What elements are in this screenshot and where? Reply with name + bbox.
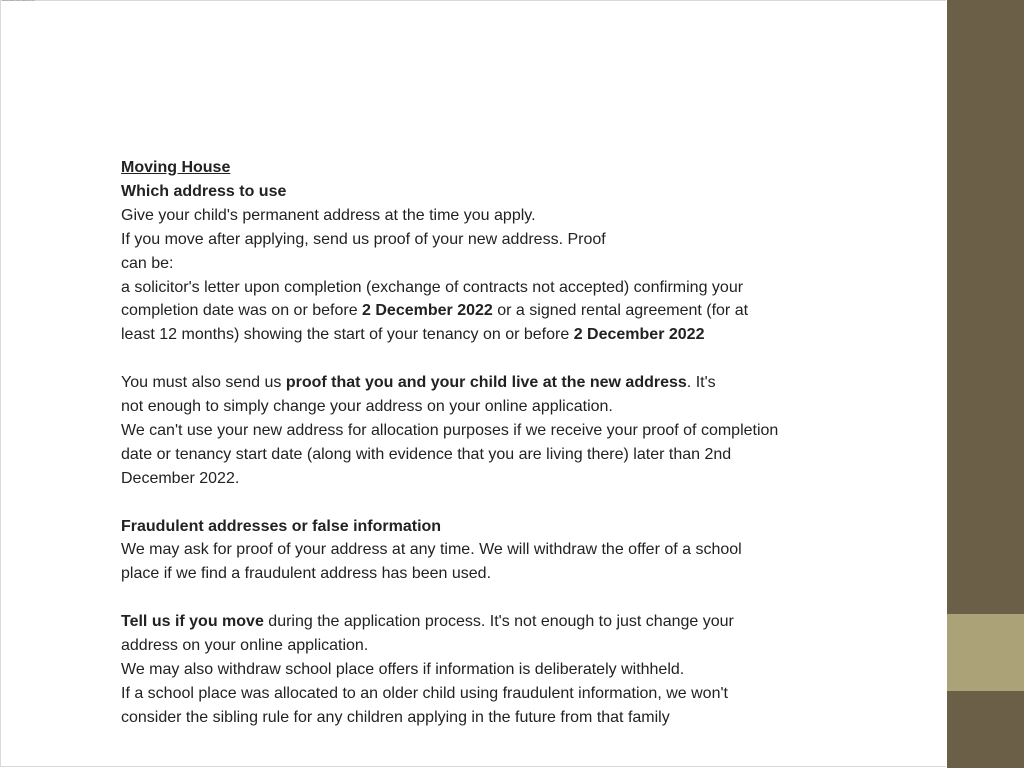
paragraph-line: a solicitor's letter upon completion (exchange of contracts not accepted) confirming your	[121, 278, 744, 296]
paragraph-line: We may ask for proof of your address at any time. We will withdraw the offer of a school	[121, 541, 742, 559]
paragraph-line: December 2022.	[121, 469, 240, 487]
date-emphasis: 2 December 2022	[362, 302, 493, 320]
paragraph-line: We may also withdraw school place offers if information is deliberately withheld.	[121, 660, 685, 678]
paragraph-line: can be:	[121, 254, 174, 272]
paragraph-line: completion date was on or before 2 December 2022 or a signed rental agreement (for at	[121, 302, 749, 320]
date-emphasis: 2 December 2022	[573, 326, 705, 344]
paragraph-line: Tell us if you move during the application process. It's not enough to just change your	[121, 613, 734, 631]
paragraph-line: If a school place was allocated to an older child using fraudulent information, we won't	[121, 684, 728, 702]
tell-emphasis: Tell us if you move	[121, 613, 264, 631]
sidebar-accent-block	[947, 614, 1024, 691]
spacer	[121, 586, 881, 610]
paragraph-line: not enough to simply change your address on your online application.	[121, 398, 613, 416]
spacer	[121, 491, 881, 515]
paragraph-line: address on your online application.	[121, 637, 369, 655]
slide-body	[121, 156, 881, 730]
slide-caption: Moving House Which address to use	[2, 0, 35, 2]
page-title: Moving House	[121, 159, 231, 176]
paragraph-line: place if we find a fraudulent address has been used.	[121, 565, 492, 583]
paragraph-line: If you move after applying, send us proof of your new address. Proof	[121, 230, 606, 248]
paragraph-line: least 12 months) showing the start of your tenancy on or before 2 December 2022	[121, 326, 705, 344]
paragraph-line: Give your child's permanent address at the time you apply.	[121, 206, 536, 224]
paragraph-line: date or tenancy start date (along with evidence that you are living there) later than 2nd	[121, 445, 732, 463]
paragraph-line: You must also send us proof that you and your child live at the new address. It's	[121, 374, 716, 392]
proof-emphasis: proof that you and your child live at the new address	[285, 374, 687, 392]
section-heading-address: Which address to use	[121, 182, 287, 200]
section-heading-fraud: Fraudulent addresses or false information	[121, 517, 442, 535]
spacer	[121, 347, 881, 371]
paragraph-line: We can't use your new address for allocation purposes if we receive your proof of completion	[121, 421, 779, 439]
paragraph-line: consider the sibling rule for any children applying in the future from that family	[121, 708, 670, 726]
